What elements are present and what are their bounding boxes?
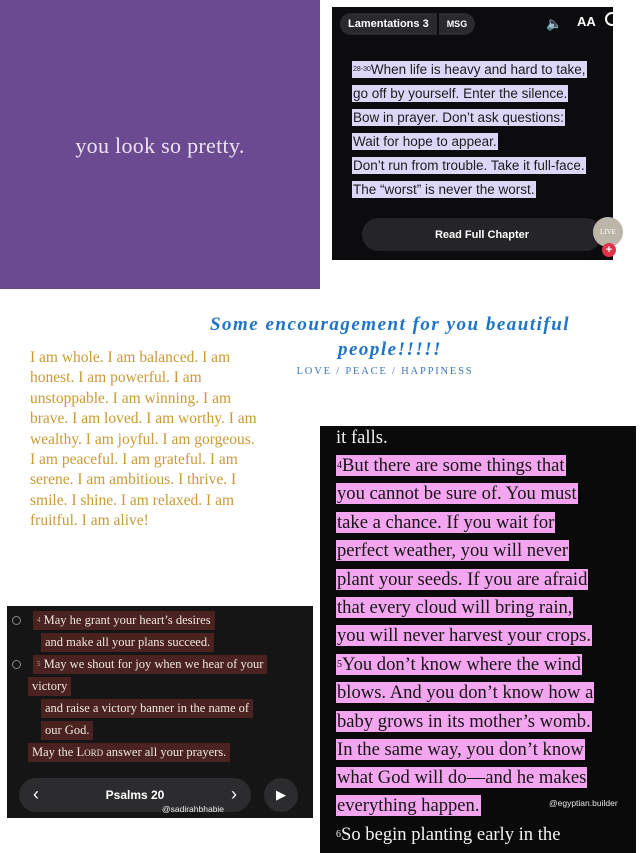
- headline-subtitle: LOVE / PEACE / HAPPINESS: [296, 366, 474, 377]
- verse-line: go off by yourself. Enter the silence.: [353, 86, 568, 101]
- book-chapter-pill[interactable]: Lamentations 3: [340, 13, 437, 35]
- verse-line: May we shout for joy when we hear of your: [43, 657, 264, 671]
- search-icon[interactable]: [605, 12, 619, 26]
- affirmation-line: brave. I am loved. I am worthy. I am: [30, 410, 257, 428]
- chevron-right-icon[interactable]: ›: [231, 784, 237, 804]
- plus-icon[interactable]: +: [602, 243, 616, 257]
- chevron-left-icon[interactable]: ‹: [33, 784, 39, 804]
- verse-line: victory: [28, 677, 71, 696]
- verse-line: The “worst” is never the worst.: [353, 182, 535, 197]
- purple-quote-card: [0, 0, 320, 289]
- verse-line: you will never harvest your crops.: [337, 625, 592, 646]
- watermark: @sadirahbhabie: [162, 804, 225, 814]
- affirmation-line: unstoppable. I am winning. I am: [30, 389, 232, 407]
- lamentations-screenshot: [332, 7, 616, 260]
- affirmation-line: fruitful. I am alive!: [30, 512, 149, 530]
- verse-text: $^4$ May he grant your heart’s desires and make all your plans succeed. $^5$ May we shout for joy when we hear of your victory and raise a victory banner in the name of our God. May the Lord answer all your prayers.: [7, 609, 313, 763]
- reader-topbar: [340, 13, 475, 35]
- affirmation-line: honest. I am powerful. I am: [30, 369, 202, 387]
- speaker-icon[interactable]: 🔈: [546, 16, 563, 31]
- ecclesiastes-screenshot: it falls. $^4$But there are some things that you cannot be sure of. You must take a chance. If you wait for perfect weather, you will never plant your seeds. If you are afraid that every cloud will bring rain, you will never harvest your crops. $^5$You don’t know where the wind blows. And you don’t know how a baby grows in its mother’s womb. In the same way, you don’t know what God will do—and he makes everything happen. $^6$So begin planting early in the @egyptian.builder: [320, 426, 636, 853]
- quote-text: you look so pretty.: [75, 133, 245, 158]
- avatar[interactable]: LIVE: [593, 217, 623, 247]
- verse-line: Wait for hope to appear.: [353, 134, 497, 149]
- verse-line: But there are some things that: [342, 455, 565, 476]
- verse-line: it falls.: [336, 427, 388, 448]
- affirmation-line: serene. I am ambitious. I thrive. I: [30, 471, 237, 489]
- verse-line: In the same way, you don’t know: [337, 739, 584, 760]
- verse-line: Bow in prayer. Don’t ask questions:: [353, 110, 564, 125]
- verse-line: everything happen.: [337, 795, 480, 816]
- verse-line: perfect weather, you will never: [337, 540, 569, 561]
- verse-line: and make all your plans succeed.: [41, 633, 214, 652]
- chapter-title[interactable]: Psalms 20: [105, 788, 165, 802]
- verse-line: baby grows in its mother’s womb.: [337, 711, 591, 732]
- affirmation-line: smile. I shine. I am relaxed. I am: [30, 491, 235, 509]
- read-full-chapter-button[interactable]: Read Full Chapter: [362, 218, 602, 251]
- verse-line: When life is heavy and hard to take,: [370, 62, 586, 77]
- verse-line: what God will do—and he makes: [337, 767, 587, 788]
- verse-line: take a chance. If you wait for: [337, 512, 555, 533]
- verse-number: 28-30: [353, 66, 371, 73]
- verse-line: So begin planting early in the: [341, 824, 561, 845]
- verse-line: You don’t know where the wind: [342, 654, 581, 675]
- verse-line: that every cloud will bring rain,: [337, 597, 573, 618]
- affirmation-text: [30, 348, 292, 532]
- verse-text: [352, 61, 612, 205]
- verse-line: you cannot be sure of. You must: [337, 483, 577, 504]
- verse-line: and raise a victory banner in the name of: [41, 699, 253, 718]
- watermark: @egyptian.builder: [549, 798, 618, 808]
- verse-line: our God.: [41, 721, 93, 740]
- psalms-screenshot: [7, 606, 313, 818]
- text-size-button[interactable]: AA: [577, 14, 596, 29]
- affirmation-line: wealthy. I am joyful. I am gorgeous.: [30, 430, 255, 448]
- verse-marker-icon[interactable]: [12, 616, 21, 625]
- affirmation-line: I am whole. I am balanced. I am: [30, 349, 231, 366]
- affirmation-line: I am peaceful. I am grateful. I am: [30, 451, 238, 469]
- headline-title: Some encouragement for you beautiful people!!!!!: [209, 314, 571, 360]
- verse-line: May he grant your heart’s desires: [43, 613, 211, 627]
- verse-line: blows. And you don’t know how a: [337, 682, 594, 703]
- version-pill[interactable]: MSG: [439, 13, 476, 35]
- verse-line: plant your seeds. If you are afraid: [337, 569, 588, 590]
- play-icon[interactable]: ▶: [264, 778, 298, 812]
- verse-marker-icon[interactable]: [12, 660, 21, 669]
- verse-line: Don’t run from trouble. Take it full-face.: [353, 158, 585, 173]
